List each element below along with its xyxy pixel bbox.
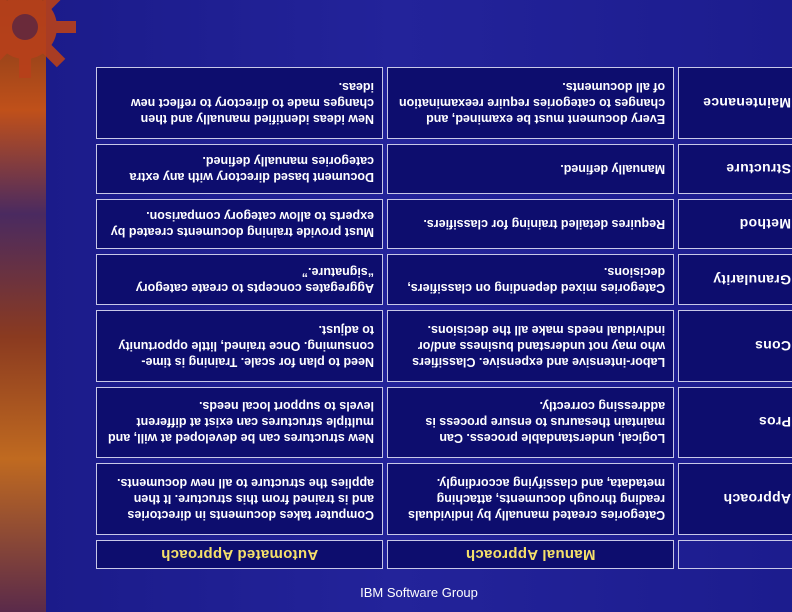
- slide-area: [46, 0, 792, 612]
- comparison-table: [92, 62, 792, 574]
- cell-maintenance-automated: New ideas identified manually and then changes made to directory to reflect new ideas.: [96, 67, 383, 139]
- table-row: [96, 254, 792, 304]
- table-corner-cell: [678, 540, 792, 569]
- row-label-approach: Approach: [678, 463, 792, 535]
- row-label-maintenance: Maintenance: [678, 67, 792, 139]
- cell-approach-automated: Computer takes documents in directories and is trained from this structure. It then applies the structure to all new documents.: [96, 463, 383, 535]
- decorative-strip: [0, 0, 46, 612]
- cell-method-automated: Must provide training documents created by experts to allow category comparison.: [96, 199, 383, 249]
- table-row: [96, 67, 792, 139]
- column-header-manual: Manual Approach: [387, 540, 674, 569]
- row-label-method: Method: [678, 199, 792, 249]
- table-row: [96, 387, 792, 459]
- cell-cons-automated: Need to plan for scale. Training is time-consuming. Once trained, little opportunity to adjust.: [96, 310, 383, 382]
- table-header-row: [96, 540, 792, 569]
- table-row: [96, 199, 792, 249]
- table-row: [96, 463, 792, 535]
- cell-maintenance-manual: Every document must be examined, and changes to categories require reexamination of all documents.: [387, 67, 674, 139]
- row-label-structure: Structure: [678, 144, 792, 194]
- cell-granularity-manual: Categories mixed depending on classifiers, decisions.: [387, 254, 674, 304]
- footer-text: IBM Software Group: [360, 585, 478, 600]
- cell-cons-manual: Labor-intensive and expensive. Classifiers who may not understand business and/or individual needs make all the decisions.: [387, 310, 674, 382]
- table-row: [96, 144, 792, 194]
- cell-approach-manual: Categories created manually by individuals reading through documents, attaching metadata, and classifying accordingly.: [387, 463, 674, 535]
- cell-pros-automated: New structures can be developed at will, and multiple structures can exist at different levels to support local needs.: [96, 387, 383, 459]
- row-label-granularity: Granularity: [678, 254, 792, 304]
- row-label-cons: Cons: [678, 310, 792, 382]
- column-header-automated: Automated Approach: [96, 540, 383, 569]
- cell-structure-automated: Document based directory with any extra categories manually defined.: [96, 144, 383, 194]
- cell-structure-manual: Manually defined.: [387, 144, 674, 194]
- cell-method-manual: Requires detailed training for classifiers.: [387, 199, 674, 249]
- row-label-pros: Pros: [678, 387, 792, 459]
- footer: [0, 585, 792, 600]
- table-row: [96, 310, 792, 382]
- comparison-table-wrapper: [46, 0, 792, 612]
- cell-granularity-automated: Aggregates concepts to create category “signature.”: [96, 254, 383, 304]
- cell-pros-manual: Logical, understandable process. Can maintain thesaurus to ensure process is addressing correctly.: [387, 387, 674, 459]
